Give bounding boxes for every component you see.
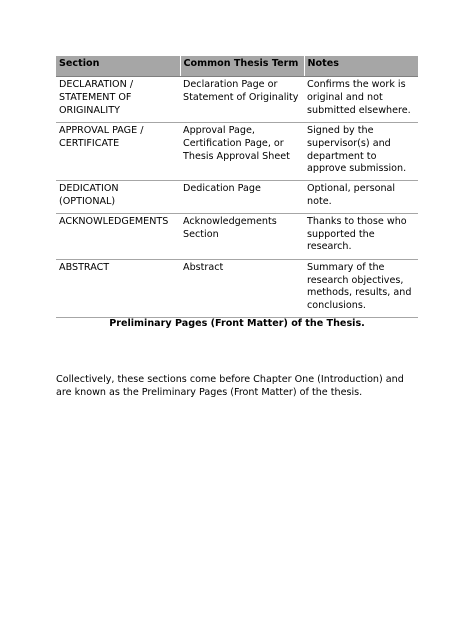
table-row [56, 77, 418, 123]
cell-notes: Confirms the work is original and not submitted elsewhere. [304, 77, 418, 123]
cell-term: Dedication Page [180, 181, 304, 214]
cell-section: DEDICATION (OPTIONAL) [56, 181, 180, 214]
table-row [56, 123, 418, 181]
cell-section: APPROVAL PAGE / CERTIFICATE [56, 123, 180, 181]
cell-section: ABSTRACT [56, 259, 180, 317]
cell-term: Approval Page, Certification Page, or Thesis Approval Sheet [180, 123, 304, 181]
table-row [56, 213, 418, 259]
cell-term: Abstract [180, 259, 304, 317]
header-common-thesis-term: Common Thesis Term [180, 56, 304, 77]
cell-term: Acknowledgements Section [180, 213, 304, 259]
cell-section: ACKNOWLEDGEMENTS [56, 213, 180, 259]
cell-term: Declaration Page or Statement of Originality [180, 77, 304, 123]
preliminary-pages-table [56, 56, 418, 318]
header-notes: Notes [304, 56, 418, 77]
cell-notes: Summary of the research objectives, methods, results, and conclusions. [304, 259, 418, 317]
table-row [56, 181, 418, 214]
cell-section: DECLARATION / STATEMENT OF ORIGINALITY [56, 77, 180, 123]
cell-notes: Thanks to those who supported the research. [304, 213, 418, 259]
cell-notes: Optional, personal note. [304, 181, 418, 214]
header-section: Section [56, 56, 180, 77]
table-caption: Preliminary Pages (Front Matter) of the Thesis. [109, 318, 365, 329]
table-row [56, 259, 418, 317]
cell-notes: Signed by the supervisor(s) and department to approve submission. [304, 123, 418, 181]
table-header-row [56, 56, 418, 77]
body-paragraph: Collectively, these sections come before Chapter One (Introduction) and are known as the Preliminary Pages (Front Matter) of the thesis. [56, 374, 404, 398]
